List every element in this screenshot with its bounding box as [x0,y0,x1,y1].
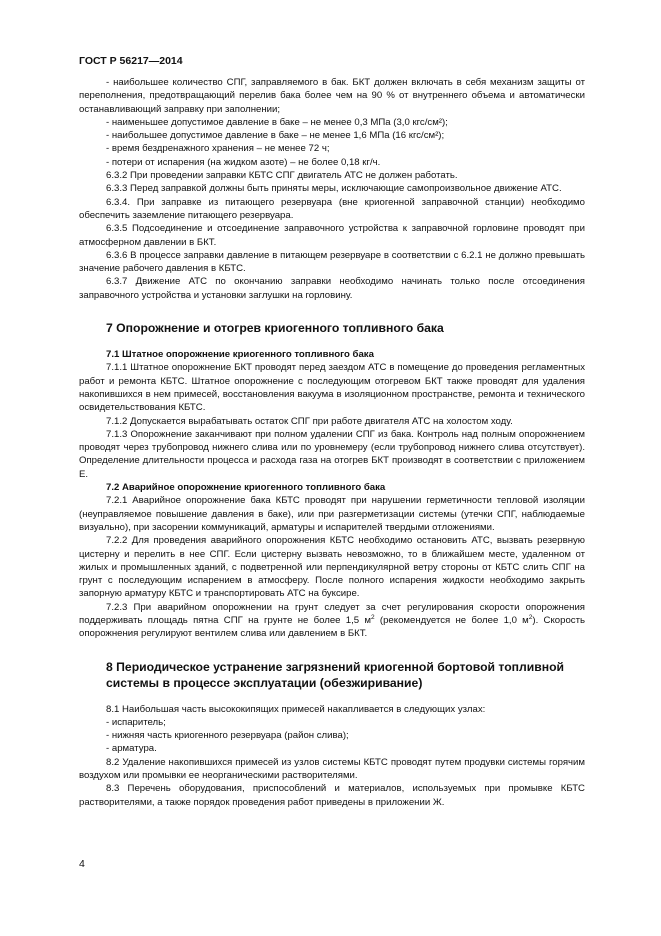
paragraph-6-3-6: 6.3.6 В процессе заправки давление в питающем резервуаре в соответствии с 6.2.1 не должно превышать значение рабочего давления в КБТС. [79,249,585,275]
paragraph-6-3-2: 6.3.2 При проведении заправки КБТС СПГ двигатель АТС не должен работать. [106,170,458,182]
subsection-7-2-heading: 7.2 Аварийное опорожнение криогенного топливного бака [106,482,386,494]
list-item-evaporator: - испаритель; [106,716,166,728]
paragraph-8-1: 8.1 Наибольшая часть высококипящих примесей накапливается в следующих узлах: [106,703,486,715]
paragraph-6-3-4: 6.3.4. При заправке из питающего резервуара (вне криогенной заправочной станции) необходимо обеспечить заземление питающего резервуара. [79,196,585,221]
list-item-tank-bottom: - нижняя часть криогенного резервуара (район слива); [106,730,349,742]
paragraph-max-fill: - наибольшее количество СПГ, заправляемого в бак. БКТ должен включать в себя механизм защиты от переполнения, предотвращающий перелив бака более чем на 90 % от внутреннего объема и автоматически останавливающий заправку при заполнении; [79,77,585,115]
list-item-storage-time: - время бездренажного хранения – не менее 72 ч; [106,143,330,155]
paragraph-6-3-7: 6.3.7 Движение АТС по окончанию заправки необходимо начинать только после отсоединения заправочного устройства и установки заглушки на горловину. [79,276,585,301]
list-item-max-pressure: - наибольшее допустимое давление в баке – не менее 1,6 МПа (16 кгс/см²); [106,130,445,142]
page-number: 4 [79,858,85,870]
paragraph-7-1-1: 7.1.1 Штатное опорожнение БКТ проводят перед заездом АТС в помещение до проведения регламентных работ и ремонта КБТС. Штатное опорожнение с последующим отогревом БКТ также проводят для удаления накопившихся в нем примесей, восстановления вакуума в изоляционном пространстве, ремонта и технического освидетельствования КБТС. [79,362,585,414]
paragraph-7-2-2: 7.2.2 Для проведения аварийного опорожнения КБТС необходимо остановить АТС, вызвать резервную цистерну и перелить в нее СПГ. Если цистерну вызвать невозможно, то в ближайшем месте, удаленном от жилых и промышленных зданий, с подветренной или перпендикулярной ветру стороны от КБТС слить СПГ на грунт с последующим испарением в атмосферу. После полного испарения жидкости необходимо закрыть запорную арматуру КБТС и транспортировать АТС на буксире. [79,535,585,600]
paragraph-7-2-3-part-a: 7.2.3 При аварийном опорожнении на грунт следует за счет регулирования скорости опорожнения поддерживать площадь пятна СПГ на грунте не более 1,5 м [79,601,585,626]
paragraph-6-3-3: 6.3.3 Перед заправкой должны быть приняты меры, исключающие самопроизвольное движение АТС. [106,183,562,195]
paragraph-7-2-3 [79,601,585,641]
list-item-min-pressure: - наименьшее допустимое давление в баке – не менее 0,3 МПа (3,0 кгс/см²); [106,116,448,128]
list-item-evaporation-loss: - потери от испарения (на жидком азоте) – не более 0,18 кг/ч. [106,156,381,168]
paragraph-8-2: 8.2 Удаление накопившихся примесей из узлов системы КБТС проводят путем продувки системы горячим воздухом или промывки ее неорганическими растворителями. [79,756,585,782]
section-7-heading: 7 Опорожнение и отогрев криогенного топливного бака [106,321,444,336]
list-item-fittings: - арматура. [106,743,157,755]
paragraph-7-2-3-part-c: ). Скорость опорожнения регулируют вентилем слива или давлением в БКТ. [79,614,585,640]
paragraph-8-3: 8.3 Перечень оборудования, приспособлений и материалов, используемых при промывке КБТС растворителями, а также порядок проведения работ приведены в приложении Ж. [79,783,585,808]
superscript: 2 [528,613,533,621]
section-8-heading: 8 Периодическое устранение загрязнений криогенной бортовой топливной системы в процессе эксплуатации (обезжиривание) [106,659,565,690]
subsection-7-1-heading: 7.1 Штатное опорожнение криогенного топливного бака [106,349,374,361]
paragraph-7-1-2: 7.1.2 Допускается вырабатывать остаток СПГ при работе двигателя АТС на холостом ходу. [106,415,513,427]
paragraph-7-2-3-part-b: (рекомендуется не более 1,0 м [374,614,529,626]
document-body [79,76,585,809]
paragraph-7-2-1: 7.2.1 Аварийное опорожнение бака КБТС проводят при нарушении герметичности тепловой изоляции (неуправляемое повышение давления в баке), или при разгерметизации системы (утечки СПГ, наблюдаемые визуально), при засорении коммуникаций, арматуры и испарителей твердыми отложениями. [79,495,585,533]
superscript: 2 [371,613,375,621]
paragraph-6-3-5: 6.3.5 Подсоединение и отсоединение заправочного устройства к заправочной горловине проводят при атмосферном давлении в БКТ. [79,223,585,248]
paragraph-7-1-3: 7.1.3 Опорожнение заканчивают при полном удалении СПГ из бака. Контроль над полным опорожнением проводят через трубопровод нижнего слива или по уровнемеру (если трубопровод нижнего слива отсутствует). Определение длительности процесса и расхода газа на отогрев БКТ производят в соответствии с приложением Е. [79,428,585,480]
document-header: ГОСТ Р 56217—2014 [79,55,183,67]
